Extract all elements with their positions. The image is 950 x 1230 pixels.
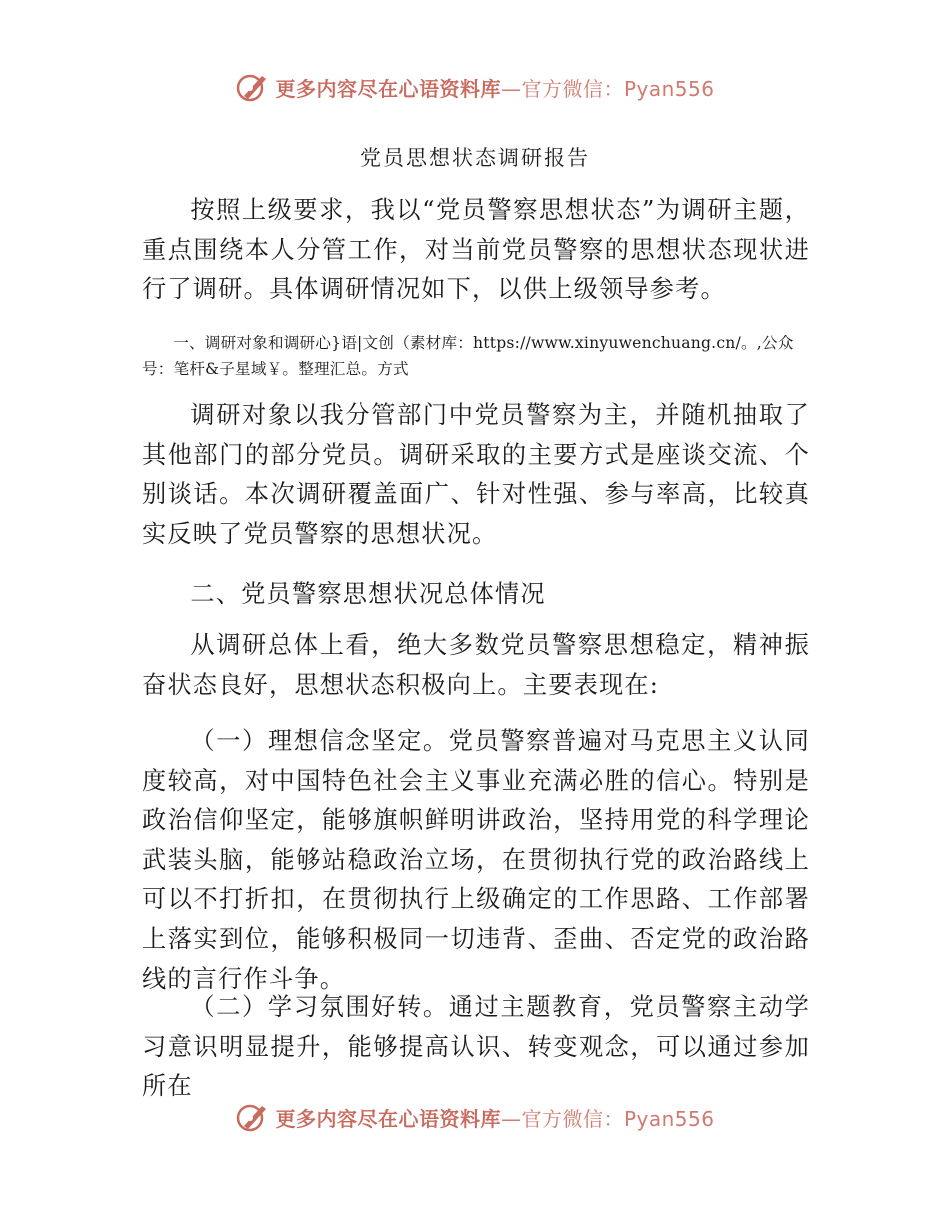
banner-sub-text: —官方微信：Pyan556 xyxy=(500,76,715,101)
paragraph-intro xyxy=(142,191,810,310)
header-watermark-banner xyxy=(0,70,950,104)
paragraph-small: 一、调研对象和调研心}语|文创（素材库：https://www.xinyuwenchuang.cn/。,公众号：笔杆&子星域￥。整理汇总。方式 xyxy=(142,334,794,378)
banner-main-text: 更多内容尽在心语资料库 xyxy=(275,76,501,101)
paragraph-overview xyxy=(142,626,810,705)
paragraph: 按照上级要求，我以“党员警察思想状态”为调研主题，重点围绕本人分管工作，对当前党员警察的思想状态现状进行了调研。具体调研情况如下，以供上级领导参考。 xyxy=(142,196,810,304)
paragraph: 从调研总体上看，绝大多数党员警察思想稳定，精神振奋状态良好，思想状态积极向上。主要表现在: xyxy=(142,631,810,699)
document-title: 党员思想状态调研报告 xyxy=(360,146,590,170)
paragraph: （二）学习氛围好转。通过主题教育，党员警察主动学习意识明显提升，能够提高认识、转变观念，可以通过参加所在 xyxy=(142,993,810,1101)
paragraph-research-objects xyxy=(142,396,810,554)
paragraph: 调研对象以我分管部门中党员警察为主，并随机抽取了其他部门的部分党员。调研采取的主要方式是座谈交流、个别谈话。本次调研覆盖面广、针对性强、参与率高，比较真实反映了党员警察的思想状况。 xyxy=(142,401,810,548)
banner-text xyxy=(275,1103,714,1132)
paragraph-section-one-heading xyxy=(142,330,810,382)
pen-logo-icon xyxy=(235,1100,269,1134)
banner-text xyxy=(275,73,714,102)
paragraph-point-two xyxy=(142,988,810,1107)
paragraph-section-two-heading xyxy=(142,575,810,615)
paragraph: 二、党员警察思想状况总体情况 xyxy=(190,580,546,608)
footer-watermark-banner xyxy=(0,1100,950,1134)
banner-sub-text: —官方微信：Pyan556 xyxy=(500,1106,715,1131)
banner-main-text: 更多内容尽在心语资料库 xyxy=(275,1106,501,1131)
paragraph-point-one xyxy=(142,722,810,999)
paragraph: （一）理想信念坚定。党员警察普遍对马克思主义认同度较高，对中国特色社会主义事业充满必胜的信心。特别是政治信仰坚定，能够旗帜鲜明讲政治，坚持用党的科学理论武装头脑，能够站稳政治立场，在贯彻执行党的政治路线上可以不打折扣，在贯彻执行上级确定的工作思路、工作部署上落实到位，能够积极同一切违背、歪曲、否定党的政治路线的言行作斗争。 xyxy=(142,727,810,993)
pen-logo-icon xyxy=(235,70,269,104)
